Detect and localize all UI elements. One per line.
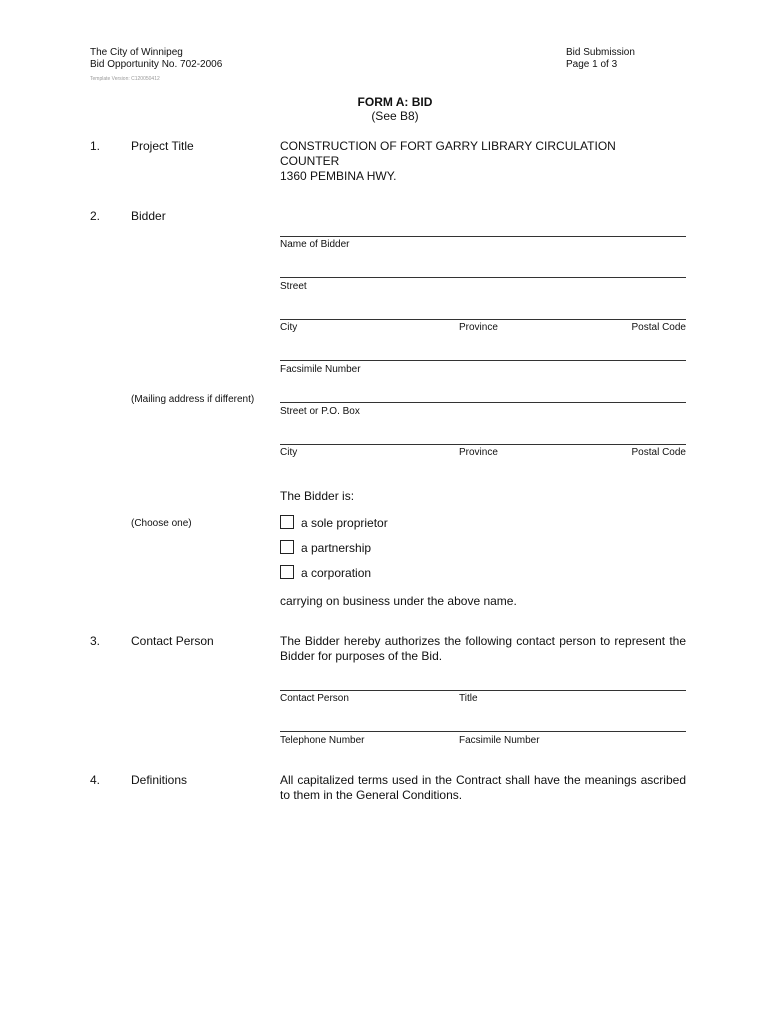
section1-label: Project Title xyxy=(131,139,194,153)
contact-title-label: Title xyxy=(459,693,478,704)
corporation-label: a corporation xyxy=(301,566,372,580)
choose-one-note: (Choose one) xyxy=(131,518,192,529)
carrying-on-text: carrying on business under the above name. xyxy=(280,594,517,608)
section4-label: Definitions xyxy=(131,773,188,787)
header-right-line1: Bid Submission xyxy=(566,47,635,58)
project-title-line2: COUNTER xyxy=(280,154,340,168)
project-title-line3: 1360 PEMBINA HWY. xyxy=(280,169,397,183)
city-label-2: City xyxy=(280,447,298,458)
header-left-line1: The City of Winnipeg xyxy=(90,47,183,58)
postal-code-label-2: Postal Code xyxy=(631,447,686,458)
contact-person-line[interactable] xyxy=(280,690,686,691)
section2-number: 2. xyxy=(90,209,101,223)
section3-number: 3. xyxy=(90,634,101,648)
section1-number: 1. xyxy=(90,139,101,153)
template-version: Template Version: C120050412 xyxy=(90,76,160,82)
sole-proprietor-label: a sole proprietor xyxy=(301,516,388,530)
province-label: Province xyxy=(459,322,498,333)
partnership-label: a partnership xyxy=(301,541,372,555)
form-title: FORM A: BID xyxy=(357,95,433,109)
corporation-checkbox[interactable] xyxy=(280,565,294,579)
section2-label: Bidder xyxy=(131,209,166,223)
section3-label: Contact Person xyxy=(131,634,214,648)
partnership-checkbox[interactable] xyxy=(280,540,294,554)
section4-number: 4. xyxy=(90,773,101,787)
definitions-text: All capitalized terms used in the Contract shall have the meanings ascribed to them in the General Conditions. xyxy=(280,773,686,802)
facsimile-line[interactable] xyxy=(280,360,686,361)
form-subtitle: (See B8) xyxy=(371,109,419,123)
street-line[interactable] xyxy=(280,277,686,278)
city-label: City xyxy=(280,322,298,333)
telephone-label: Telephone Number xyxy=(280,735,365,746)
street-po-label: Street or P.O. Box xyxy=(280,406,360,417)
city-province-postal-line-2[interactable] xyxy=(280,444,686,445)
contact-authorization-text: The Bidder hereby authorizes the following contact person to represent the Bidder for purposes of the Bid. xyxy=(280,634,686,663)
bidder-is-label: The Bidder is: xyxy=(280,489,355,503)
contact-facsimile-label: Facsimile Number xyxy=(459,735,540,746)
street-label: Street xyxy=(280,281,307,292)
province-label-2: Province xyxy=(459,447,498,458)
project-title-line1: CONSTRUCTION OF FORT GARRY LIBRARY CIRCULATION xyxy=(280,139,616,153)
contact-person-label: Contact Person xyxy=(280,693,349,704)
facsimile-label: Facsimile Number xyxy=(280,364,361,375)
header-right-line2: Page 1 of 3 xyxy=(566,59,618,70)
name-of-bidder-line[interactable] xyxy=(280,236,686,237)
street-po-line[interactable] xyxy=(280,402,686,403)
telephone-fax-line[interactable] xyxy=(280,731,686,732)
mailing-note: (Mailing address if different) xyxy=(131,394,255,405)
header-left-line2: Bid Opportunity No. 702-2006 xyxy=(90,59,223,70)
name-of-bidder-label: Name of Bidder xyxy=(280,239,350,250)
postal-code-label: Postal Code xyxy=(631,322,686,333)
sole-proprietor-checkbox[interactable] xyxy=(280,515,294,529)
city-province-postal-line[interactable] xyxy=(280,319,686,320)
